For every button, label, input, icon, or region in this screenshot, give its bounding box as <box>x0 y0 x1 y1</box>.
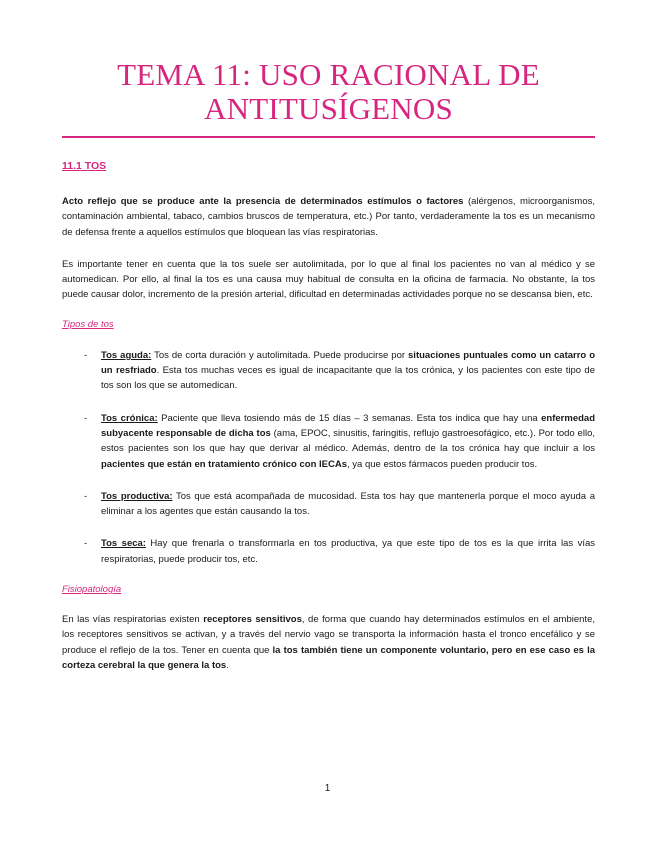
term-seca: Tos seca: <box>101 538 146 550</box>
term-productiva: Tos productiva: <box>101 490 173 502</box>
dash-bullet: - <box>84 349 88 361</box>
list-item-seca: - Tos seca: Hay que frenarla o transformarla en tos productiva, ya que este tipo de tos es la que irrita las vías respiratorias, puede producir tos, etc. <box>62 536 595 567</box>
fisio-paragraph: En las vías respiratorias existen receptores sensitivos, de forma que cuando hay determinados estímulos en el ambiente, los receptores sensitivos se activan, y a través del nervio vago se transporta la información hasta el tronco encefálico y se produce el reflejo de la tos. Tener en cuenta que la tos también tiene un componente voluntario, pero en ese caso es la corteza cerebral la que genera la tos. <box>62 614 595 671</box>
page-number: 1 <box>324 783 331 794</box>
dash-bullet: - <box>84 490 88 502</box>
dash-bullet: - <box>84 538 88 550</box>
section-heading: 11.1 TOS <box>62 160 107 172</box>
title-divider <box>62 136 595 138</box>
list-item-cronica: - Tos crónica: Paciente que lleva tosiendo más de 15 días – 3 semanas. Esta tos indica que hay una enfermedad subyacente responsable de dicha tos (ama, EPOC, sinusitis, faringitis, reflujo gastroesofágico, etc.). Por todo ello, estos pacientes son los que hay que derivar al médico. Además, dentro de la tos crónica hay que incluir a los pacientes que están en tratamiento crónico con IECAs, ya que estos fármacos pueden producir tos. <box>62 411 595 472</box>
dash-bullet: - <box>84 412 88 424</box>
document-title <box>62 58 595 126</box>
list-item-productiva: - Tos productiva: Tos que está acompañada de mucosidad. Esta tos hay que mantenerla porque el moco ayuda a eliminar a los agentes que están causando la tos. <box>62 489 595 520</box>
title-line-2: ANTITUSÍGENOS <box>204 91 453 126</box>
term-cronica: Tos crónica: <box>101 412 158 424</box>
tipos-heading: Tipos de tos <box>62 318 114 330</box>
document-page <box>62 0 595 673</box>
intro-rest: (alérgenos, microorganismos, contaminación ambiental, tabaco, cambios bruscos de temperatura, etc.) Por tanto, verdaderamente la tos es un mecanismo de defensa frente a aquellos estímulos que bloquean las vías respiratorias. <box>62 196 595 238</box>
paragraph-2: Es importante tener en cuenta que la tos suele ser autolimitada, por lo que al final los pacientes no van al médico y se automedican. Por ello, al final la tos es una causa muy habitual de consulta en la oficina de farmacia. No obstante, la tos puede causar dolor, incremento de la presión arterial, dificultad en determinadas actividades porque no se descansa bien, etc. <box>62 258 595 301</box>
fisio-heading: Fisiopatología <box>62 584 122 596</box>
title-line-1: TEMA 11: USO RACIONAL DE <box>117 57 540 92</box>
intro-bold: Acto reflejo que se produce ante la presencia de determinados estímulos o factores <box>62 196 464 207</box>
list-item-aguda: - Tos aguda: Tos de corta duración y autolimitada. Puede producirse por situaciones puntuales como un catarro o un resfriado. Esta tos muchas veces es igual de incapacitante que la tos crónica, y los pacientes con este tipo de tos son los que se automedican. <box>62 348 595 394</box>
term-aguda: Tos aguda: <box>101 349 152 361</box>
intro-paragraph <box>62 194 595 240</box>
tipos-list <box>62 348 595 567</box>
